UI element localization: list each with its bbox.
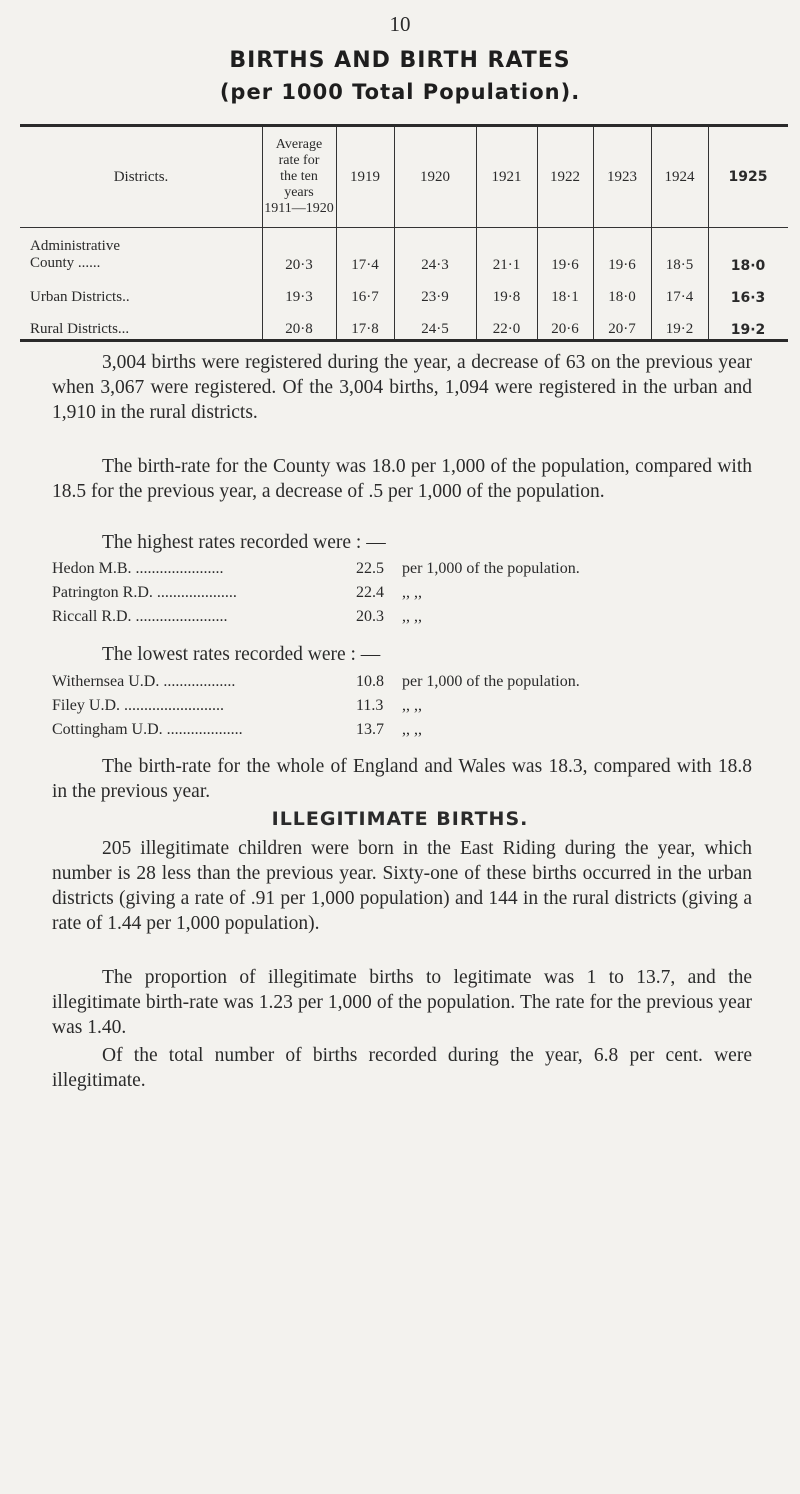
header-1925: 1925 bbox=[728, 168, 768, 185]
paragraph-illegitimate-proportion: The proportion of illegitimate births to legitimate was 1 to 13.7, and the illegitimate birth-rate was 1.23 per 1,000 of the population. The rate for the previous year was 1.40. bbox=[52, 967, 752, 1038]
table-cell: 22·0 bbox=[492, 321, 521, 337]
table-cell: 16·3 bbox=[730, 290, 766, 306]
district-name: Cottingham U.D. ................... bbox=[52, 721, 243, 738]
table-cell: 19·2 bbox=[665, 321, 694, 337]
rate-value: 13.7 bbox=[356, 721, 384, 738]
header-average: Average rate for the ten years 1911—1920 bbox=[264, 137, 334, 216]
paragraph-illegitimate-births: 205 illegitimate children were born in the East Riding during the year, which number is 28 less than the previous year. Sixty-one of these births occurred in the urban districts (giving a rate of .91 per 1,000 population) and 144 in the rural districts (giving a rate of 1.44 per 1,000 population). bbox=[52, 838, 752, 934]
rate-unit: ,, ,, bbox=[402, 721, 422, 738]
table-cell: 24·3 bbox=[421, 257, 449, 273]
row-label-rural: Rural Districts... bbox=[30, 321, 130, 337]
rate-value: 11.3 bbox=[356, 697, 384, 714]
table-cell: 17·8 bbox=[351, 321, 379, 337]
table-cell: 16·7 bbox=[351, 289, 379, 305]
page-subtitle: (per 1000 Total Population). bbox=[219, 80, 581, 104]
district-name: Patrington R.D. .................... bbox=[52, 584, 237, 601]
table-cell: 20·6 bbox=[551, 321, 579, 337]
rate-unit: ,, ,, bbox=[402, 697, 422, 714]
table-cell: 20·3 bbox=[285, 257, 313, 273]
highest-rates-intro: The highest rates recorded were : — bbox=[102, 532, 386, 553]
paragraph-illegitimate-percent: Of the total number of births recorded during the year, 6.8 per cent. were illegitimate. bbox=[52, 1045, 752, 1091]
rate-value: 10.8 bbox=[356, 673, 384, 690]
table-cell: 24·5 bbox=[421, 321, 449, 337]
rate-value: 22.5 bbox=[356, 560, 384, 577]
table-cell: 18·5 bbox=[665, 257, 694, 273]
header-1922: 1922 bbox=[550, 168, 580, 185]
table-cell: 19·2 bbox=[730, 322, 766, 338]
page-title: BIRTHS AND BIRTH RATES bbox=[229, 48, 571, 73]
table-cell: 17·4 bbox=[351, 257, 379, 273]
lowest-rates-intro: The lowest rates recorded were : — bbox=[102, 644, 381, 665]
list-item bbox=[52, 584, 772, 606]
paragraph-county-rate: The birth-rate for the County was 18.0 per 1,000 of the population, compared with 18.5 for the previous year, a decrease of .5 per 1,000 of the population. bbox=[52, 456, 752, 502]
table-cell: 19·3 bbox=[285, 289, 313, 305]
section-title-illegitimate: ILLEGITIMATE BIRTHS. bbox=[271, 808, 529, 830]
paragraph-births-registered: 3,004 births were registered during the year, a decrease of 63 on the previous year when 3,067 were registered. Of the 3,004 births, 1,094 were registered in the urban and 1,910 in the rural districts. bbox=[52, 352, 752, 423]
rate-unit: ,, ,, bbox=[402, 584, 422, 601]
district-name: Riccall R.D. ....................... bbox=[52, 608, 228, 625]
table-cell: 20·7 bbox=[608, 321, 636, 337]
row-label-urban: Urban Districts.. bbox=[30, 289, 130, 305]
header-1920: 1920 bbox=[420, 168, 450, 185]
rate-unit: per 1,000 of the population. bbox=[402, 560, 580, 577]
list-item bbox=[52, 560, 772, 582]
district-name: Hedon M.B. ...................... bbox=[52, 560, 224, 577]
paragraph-england-wales: The birth-rate for the whole of England and Wales was 18.3, compared with 18.8 in the previous year. bbox=[52, 756, 752, 802]
header-1919: 1919 bbox=[350, 168, 380, 185]
table-cell: 19·8 bbox=[492, 289, 521, 305]
list-item bbox=[52, 721, 772, 743]
header-1923: 1923 bbox=[607, 168, 637, 185]
rate-unit: per 1,000 of the population. bbox=[402, 673, 580, 690]
table-cell: 20·8 bbox=[285, 321, 313, 337]
list-item bbox=[52, 673, 772, 695]
table-cell: 18·0 bbox=[608, 289, 636, 305]
table-cell: 17·4 bbox=[665, 289, 694, 305]
rate-value: 20.3 bbox=[356, 608, 384, 625]
header-1924: 1924 bbox=[664, 168, 695, 185]
district-name: Filey U.D. ......................... bbox=[52, 697, 224, 714]
header-rule bbox=[20, 227, 788, 228]
district-name: Withernsea U.D. .................. bbox=[52, 673, 236, 690]
table-cell: 18·0 bbox=[730, 258, 766, 274]
list-item bbox=[52, 697, 772, 719]
page-number: 10 bbox=[389, 12, 411, 36]
rate-unit: ,, ,, bbox=[402, 608, 422, 625]
rate-value: 22.4 bbox=[356, 584, 384, 601]
header-districts: Districts. bbox=[113, 168, 169, 185]
birth-rates-table bbox=[20, 124, 788, 342]
table-cell: 18·1 bbox=[551, 289, 579, 305]
list-item bbox=[52, 608, 772, 630]
table-cell: 19·6 bbox=[551, 257, 579, 273]
row-label-county: Administrative County ...... bbox=[30, 238, 120, 271]
table-cell: 21·1 bbox=[492, 257, 521, 273]
table-cell: 19·6 bbox=[608, 257, 636, 273]
header-1921: 1921 bbox=[491, 168, 522, 185]
table-cell: 23·9 bbox=[421, 289, 449, 305]
